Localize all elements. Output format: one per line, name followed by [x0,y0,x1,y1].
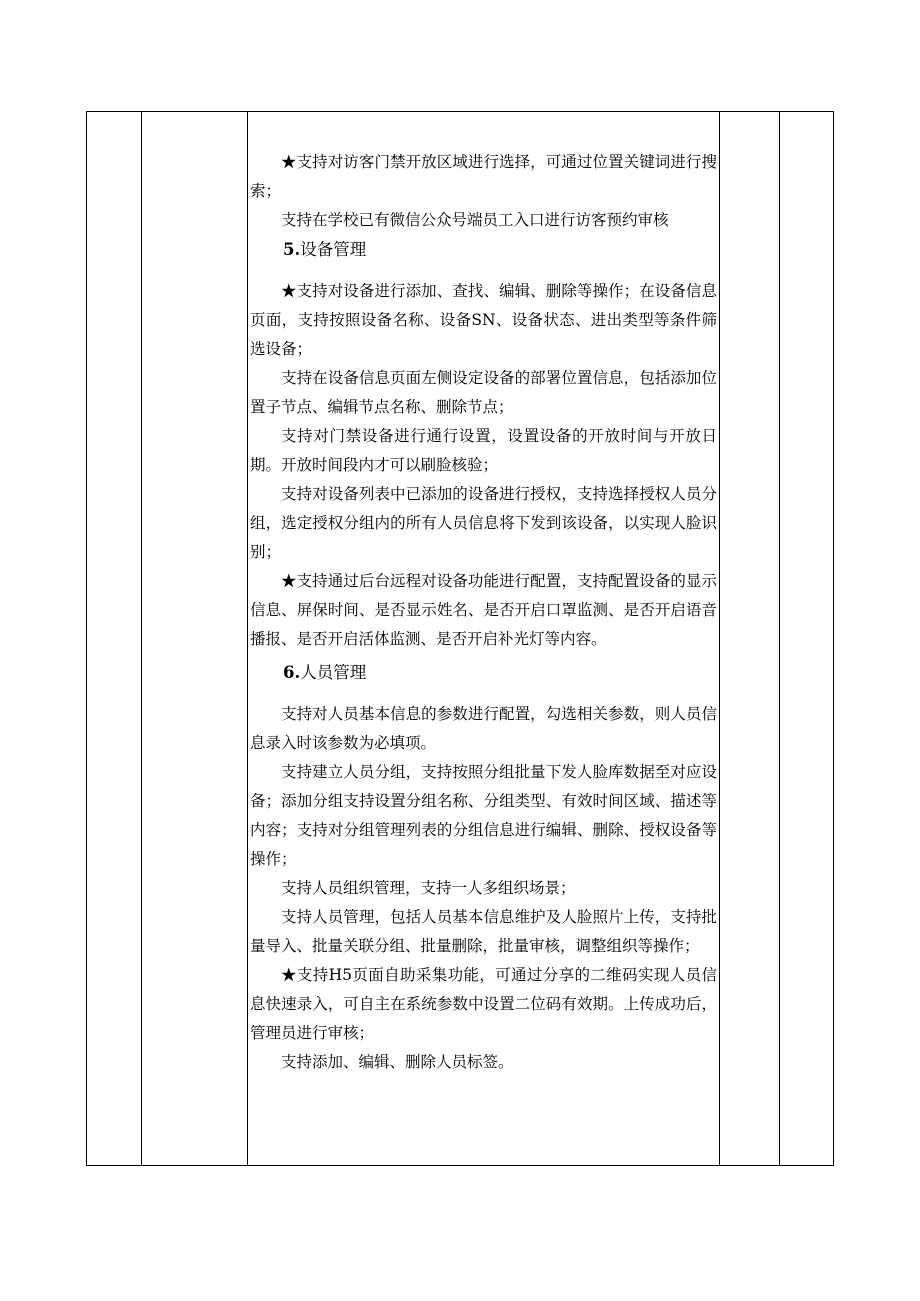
table-cell-item [142,112,248,1166]
section-heading-personnel-management [250,658,717,688]
requirement-paragraph: 支持人员组织管理，支持一人多组织场景； [281,879,576,897]
requirement-paragraph: 支持在设备信息页面左侧设定设备的部署位置信息，包括添加位置子节点、编辑节点名称、删除节点； [250,369,717,416]
requirements-content [248,112,719,1165]
section-title: 人员管理 [300,663,367,682]
table-cell-requirements [248,112,720,1166]
table-cell-unit [780,112,834,1166]
spec-table [86,111,834,1166]
requirement-paragraph: ★支持通过后台远程对设备功能进行配置，支持配置设备的显示信息、屏保时间、是否显示姓名、是否开启口罩监测、是否开启语音播报、是否开启活体监测、是否开启补光灯等内容。 [250,572,717,648]
table-cell-index [87,112,142,1166]
requirement-paragraph: 支持对设备列表中已添加的设备进行授权，支持选择授权人员分组，选定授权分组内的所有人员信息将下发到该设备，以实现人脸识别； [250,485,717,561]
requirement-paragraph: 支持人员管理，包括人员基本信息维护及人脸照片上传，支持批量导入、批量关联分组、批量删除，批量审核，调整组织等操作； [250,908,717,955]
section-title: 设备管理 [300,240,367,259]
requirement-paragraph: 支持对人员基本信息的参数进行配置，勾选相关参数，则人员信息录入时该参数为必填项。 [250,705,717,752]
table-row [87,112,834,1166]
requirement-paragraph: 支持添加、编辑、删除人员标签。 [281,1053,514,1071]
requirement-paragraph: 支持对门禁设备进行通行设置，设置设备的开放时间与开放日期。开放时间段内才可以刷脸核验； [250,427,717,474]
section-number: 6. [283,663,301,682]
requirement-paragraph: ★支持对访客门禁开放区域进行选择，可通过位置关键词进行搜索； [250,153,717,200]
requirement-paragraph: 支持建立人员分组，支持按照分组批量下发人脸库数据至对应设备；添加分组支持设置分组名称、分组类型、有效时间区域、描述等内容；支持对分组管理列表的分组信息进行编辑、删除、授权设备等操作； [250,763,717,868]
requirement-paragraph: ★支持H5页面自助采集功能，可通过分享的二维码实现人员信息快速录入，可自主在系统参数中设置二位码有效期。上传成功后，管理员进行审核； [250,966,717,1042]
section-number: 5. [283,240,301,259]
section-heading-device-management [250,235,717,265]
requirement-paragraph: 支持在学校已有微信公众号端员工入口进行访客预约审核 [281,211,669,229]
requirement-paragraph: ★支持对设备进行添加、查找、编辑、删除等操作；在设备信息页面，支持按照设备名称、设备SN、设备状态、进出类型等条件筛选设备； [250,282,717,358]
table-cell-quantity [720,112,780,1166]
